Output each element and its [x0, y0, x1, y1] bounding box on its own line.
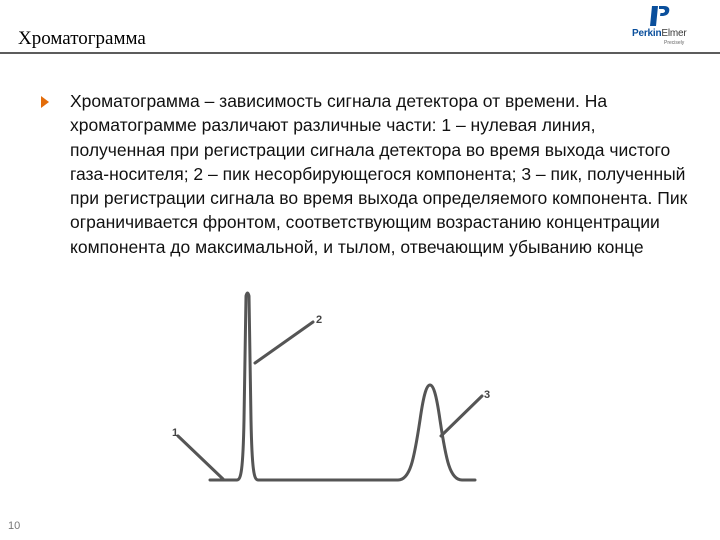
chromatogram-trace	[210, 293, 475, 480]
slide-title: Хроматограмма	[18, 28, 146, 49]
page-number: 10	[8, 520, 21, 532]
definition-paragraph: Хроматограмма – зависимость сигнала детектора от времени. На хроматограмме различают различные части: 1 – нулевая линия, полученная при регистрации сигнала детектора во время выхода чистого газа-носителя; 2 – пик несорбирующегося компонента; 3 – пик, полученный при регистрации сигнала во время выхода определяемого компонента. Пик ограничивается фронтом, соответствующим возрастанию концентрации компонента до максимальной, и тылом, отвечающим убыванию конце	[70, 91, 688, 257]
text-mask	[125, 280, 685, 306]
label-unsorbed-peak: 2	[316, 314, 323, 326]
logo-brand-part2: Elmer	[661, 28, 687, 39]
leader-line-analyte-peak	[441, 396, 482, 436]
label-baseline: 1	[172, 427, 179, 439]
leader-line-baseline	[178, 436, 223, 479]
label-analyte-peak: 3	[484, 389, 491, 401]
leader-line-unsorbed-peak	[255, 322, 313, 363]
logo-brand-part1: Perkin	[632, 28, 662, 39]
logo-tagline: Precisely	[664, 40, 685, 46]
